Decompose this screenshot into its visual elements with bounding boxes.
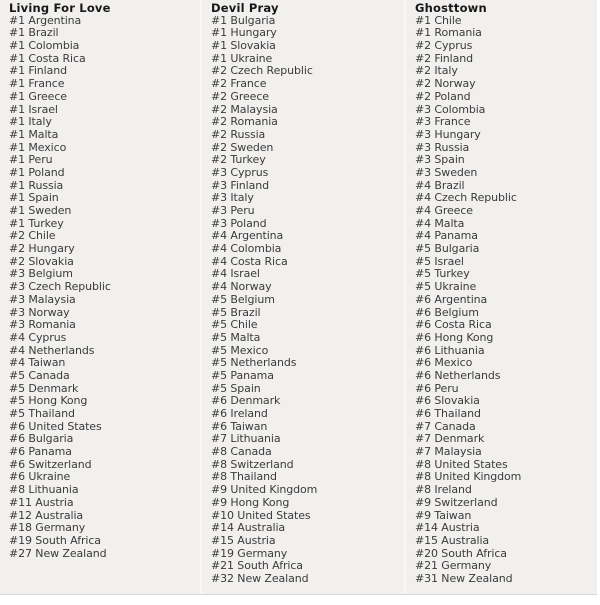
list-item: #1 Sweden	[9, 204, 72, 217]
list-item: #8 Ireland	[415, 483, 472, 497]
list-item: #2 Malaysia	[211, 102, 278, 116]
list-item: #6 Taiwan	[211, 419, 268, 433]
list-item: #2 Russia	[211, 127, 266, 141]
list-item: #1 France	[9, 77, 65, 91]
list-item: #4 Greece	[415, 204, 473, 217]
list-item: #8 Thailand	[211, 470, 277, 484]
list-item: #1 Russia	[9, 178, 64, 192]
list-item: #2 Cyprus	[415, 39, 473, 53]
list-item: #6 Costa Rica	[415, 318, 492, 332]
list-item: #9 Switzerland	[415, 495, 498, 509]
list-item: #3 Italy	[211, 191, 254, 205]
list-item: #6 United States	[9, 419, 102, 433]
list-item: #15 Australia	[415, 533, 490, 547]
list-item: #4 Norway	[211, 280, 272, 294]
list-item: #1 Romania	[415, 26, 482, 40]
list-item: #2 Italy	[415, 64, 458, 78]
list-item: #3 Belgium	[9, 267, 73, 281]
list-item: #4 Brazil	[415, 178, 465, 192]
list-item: #4 Panama	[415, 229, 478, 243]
list-item: #15 Austria	[211, 533, 276, 547]
list-item: #3 Russia	[415, 140, 470, 154]
list-item: #7 Canada	[415, 419, 476, 433]
list-item: #6 Belgium	[415, 305, 479, 319]
list-item: #2 Chile	[9, 229, 56, 243]
list-item: #4 Israel	[211, 267, 260, 281]
list-item: #5 Bulgaria	[415, 242, 480, 256]
list-item: #20 South Africa	[415, 546, 507, 560]
list-item: #1 Italy	[9, 115, 52, 129]
list-item: #32 New Zealand	[211, 571, 309, 585]
list-item: #6 Hong Kong	[415, 330, 494, 344]
song-column	[404, 0, 597, 594]
list-item: #1 Hungary	[211, 26, 277, 40]
song-title: Ghosttown	[415, 1, 487, 15]
list-item: #5 Mexico	[211, 343, 269, 357]
list-item: #5 Spain	[211, 381, 261, 395]
list-item: #9 Hong Kong	[211, 495, 290, 509]
song-column	[0, 0, 200, 594]
list-item: #2 Hungary	[9, 242, 75, 256]
list-item: #3 Peru	[211, 204, 255, 217]
list-item: #2 Czech Republic	[211, 64, 313, 78]
list-item: #2 Slovakia	[9, 254, 74, 268]
list-item: #2 Sweden	[211, 140, 274, 154]
list-item: #11 Austria	[9, 495, 74, 509]
list-item: #2 Poland	[415, 89, 471, 103]
list-item: #2 Norway	[415, 77, 476, 91]
list-item: #5 Canada	[9, 368, 70, 382]
list-item: #5 Brazil	[211, 305, 261, 319]
list-item: #3 Czech Republic	[9, 280, 111, 294]
list-item: #5 Thailand	[9, 407, 75, 420]
list-item: #5 Panama	[211, 368, 274, 382]
list-item: #4 Cyprus	[9, 330, 67, 344]
list-item: #31 New Zealand	[415, 571, 513, 585]
list-item: #6 Thailand	[415, 407, 481, 420]
list-item: #3 Colombia	[415, 102, 486, 116]
list-item: #5 Chile	[211, 318, 258, 332]
list-item: #6 Mexico	[415, 356, 473, 370]
list-item: #21 Germany	[415, 559, 492, 573]
list-item: #9 Taiwan	[415, 508, 472, 522]
list-item: #5 Denmark	[9, 381, 79, 395]
list-item: #14 Austria	[415, 521, 480, 535]
list-item: #3 Hungary	[415, 127, 481, 141]
list-item: #7 Denmark	[415, 432, 485, 446]
list-item: #3 Malaysia	[9, 292, 76, 306]
list-item: #8 Lithuania	[9, 483, 79, 497]
list-item: #4 Czech Republic	[415, 191, 517, 205]
list-item: #4 Malta	[415, 216, 465, 230]
list-item: #4 Netherlands	[9, 343, 95, 357]
list-item: #6 Netherlands	[415, 368, 501, 382]
list-item: #6 Denmark	[211, 394, 281, 408]
list-item: #19 Germany	[211, 546, 288, 560]
list-item: #1 Turkey	[9, 216, 64, 230]
list-item: #8 Canada	[211, 445, 272, 459]
list-item: #1 Ukraine	[211, 51, 273, 65]
list-item: #9 United Kingdom	[211, 483, 318, 497]
list-item: #1 Colombia	[9, 39, 80, 53]
list-item: #1 Bulgaria	[211, 13, 276, 27]
list-item: #1 Slovakia	[211, 39, 276, 53]
list-item: #27 New Zealand	[9, 546, 107, 560]
list-item: #3 Norway	[9, 305, 70, 319]
list-item: #5 Hong Kong	[9, 394, 88, 408]
list-item: #1 Brazil	[9, 26, 59, 40]
list-item: #1 Chile	[415, 13, 462, 27]
list-item: #1 Argentina	[9, 13, 82, 27]
list-item: #6 Bulgaria	[9, 432, 74, 446]
list-item: #7 Lithuania	[211, 432, 281, 446]
list-item: #14 Australia	[211, 521, 286, 535]
list-item: #1 Finland	[9, 64, 68, 78]
list-item: #5 Turkey	[415, 267, 470, 281]
song-title: Devil Pray	[211, 1, 279, 15]
list-item: #5 Malta	[211, 330, 261, 344]
list-item: #4 Costa Rica	[211, 254, 288, 268]
list-item: #19 South Africa	[9, 533, 101, 547]
list-item: #3 Romania	[9, 318, 76, 332]
list-item: #6 Lithuania	[415, 343, 485, 357]
list-item: #5 Netherlands	[211, 356, 297, 370]
list-item: #18 Germany	[9, 521, 86, 535]
list-item: #5 Belgium	[211, 292, 275, 306]
list-item: #7 Malaysia	[415, 445, 482, 459]
list-item: #4 Taiwan	[9, 356, 66, 370]
list-item: #1 Mexico	[9, 140, 67, 154]
list-item: #2 Greece	[211, 89, 269, 103]
list-item: #1 Greece	[9, 89, 67, 103]
list-item: #21 South Africa	[211, 559, 303, 573]
list-item: #5 Ukraine	[415, 280, 477, 294]
list-item: #6 Ukraine	[9, 470, 71, 484]
list-item: #3 France	[415, 115, 471, 129]
list-item: #6 Switzerland	[9, 457, 92, 471]
list-item: #6 Ireland	[211, 407, 268, 420]
list-item: #6 Panama	[9, 445, 72, 459]
list-item: #6 Peru	[415, 381, 459, 395]
list-item: #1 Malta	[9, 127, 59, 141]
list-item: #8 Switzerland	[211, 457, 294, 471]
list-item: #6 Argentina	[415, 292, 488, 306]
list-item: #2 Turkey	[211, 153, 266, 167]
list-item: #3 Finland	[211, 178, 270, 192]
list-item: #2 Romania	[211, 115, 278, 129]
list-item: #10 United States	[211, 508, 311, 522]
list-item: #3 Sweden	[415, 165, 478, 179]
song-column	[200, 0, 404, 594]
list-item: #1 Poland	[9, 165, 65, 179]
list-item: #2 Finland	[415, 51, 474, 65]
list-item: #4 Colombia	[211, 242, 282, 256]
list-item: #5 Israel	[415, 254, 464, 268]
list-item: #8 United Kingdom	[415, 470, 522, 484]
list-item: #1 Costa Rica	[9, 51, 86, 65]
list-item: #2 France	[211, 77, 267, 91]
list-item: #12 Australia	[9, 508, 84, 522]
list-item: #8 United States	[415, 457, 508, 471]
song-title: Living For Love	[9, 1, 111, 15]
list-item: #4 Argentina	[211, 229, 284, 243]
list-item: #1 Israel	[9, 102, 58, 116]
list-item: #3 Cyprus	[211, 165, 269, 179]
list-item: #3 Spain	[415, 153, 465, 167]
list-item: #6 Slovakia	[415, 394, 480, 408]
list-item: #1 Peru	[9, 153, 53, 167]
list-item: #3 Poland	[211, 216, 267, 230]
list-item: #1 Spain	[9, 191, 59, 205]
